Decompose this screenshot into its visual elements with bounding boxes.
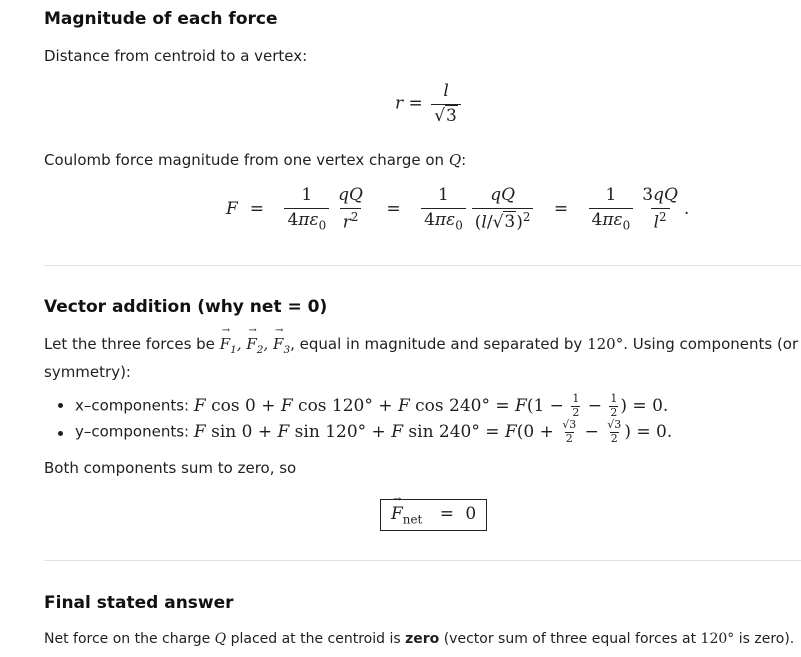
- equation-distance: r = $\frac{l}{√3}$: [395, 82, 464, 126]
- final-answer-text: [44, 631, 794, 647]
- section-heading-magnitude: Magnitude of each force: [44, 9, 278, 29]
- answer-middle: placed at the centroid is: [230, 631, 401, 647]
- x-components-label: x–components:: [75, 396, 190, 415]
- section-divider-2: [44, 560, 801, 561]
- answer-paren-before: (vector sum of three equal forces at: [443, 631, 697, 647]
- coulomb-colon: :: [461, 151, 467, 169]
- force-vectors: → $F_1$, → $F_2$, → $F_3$: [220, 335, 290, 353]
- answer-angle: 120°: [700, 631, 735, 647]
- separation-angle: 120°: [587, 335, 624, 353]
- vector-intro-line-2: symmetry):: [44, 363, 131, 381]
- answer-paren-after: is zero).: [738, 631, 795, 647]
- coulomb-intro-text: Coulomb force magnitude from one vertex charge on: [44, 151, 445, 169]
- answer-charge-symbol: Q: [214, 631, 227, 647]
- section-heading-vector-addition: Vector addition (why net = 0): [44, 297, 328, 317]
- vector-intro-line-1: [44, 335, 798, 356]
- x-components-equation: F cos 0 + F cos 120° + F cos 240° = F(1 − $\frac{1}{2}$ − $\frac{1}{2}$ ) = 0.: [193, 392, 669, 419]
- answer-before: Net force on the charge: [44, 631, 211, 647]
- boxed-net-force-result: → $F_{net} = 0$: [380, 499, 487, 531]
- distance-intro: Distance from centroid to a vertex:: [44, 47, 308, 65]
- section-heading-final-answer: Final stated answer: [44, 593, 234, 613]
- vector-intro-before: Let the three forces be: [44, 335, 215, 353]
- equation-coulomb-force: F = $\frac{1}{4\pi\varepsilon_0}$ $\frac{qQ}{r^2}$ = $\frac{1}{4\pi\varepsilon_0}$ $\frac{qQ}{(l/√3)^2}$ = $\frac{1}{4\pi\varepsilon_0}$ $\frac{3qQ}{l^2}$ .: [226, 185, 690, 233]
- answer-zero: zero: [405, 631, 440, 647]
- bullet-dot: [58, 431, 63, 436]
- y-components-label: y–components:: [75, 422, 190, 441]
- coulomb-intro: [44, 151, 466, 169]
- vector-intro-after: , equal in magnitude and separated by: [290, 335, 583, 353]
- section-divider-1: [44, 265, 801, 266]
- x-components-item: [75, 393, 668, 419]
- y-components-item: [75, 419, 672, 445]
- bullet-dot: [58, 403, 63, 408]
- vector-intro-tail: . Using components (or: [623, 335, 799, 353]
- coulomb-charge-symbol: Q: [448, 151, 462, 169]
- y-components-equation: F sin 0 + F sin 120° + F sin 240° = F(0 + $\frac{√3}{2}$ − $\frac{√3}{2}$ ) = 0.: [193, 418, 673, 445]
- components-conclusion: Both components sum to zero, so: [44, 459, 297, 477]
